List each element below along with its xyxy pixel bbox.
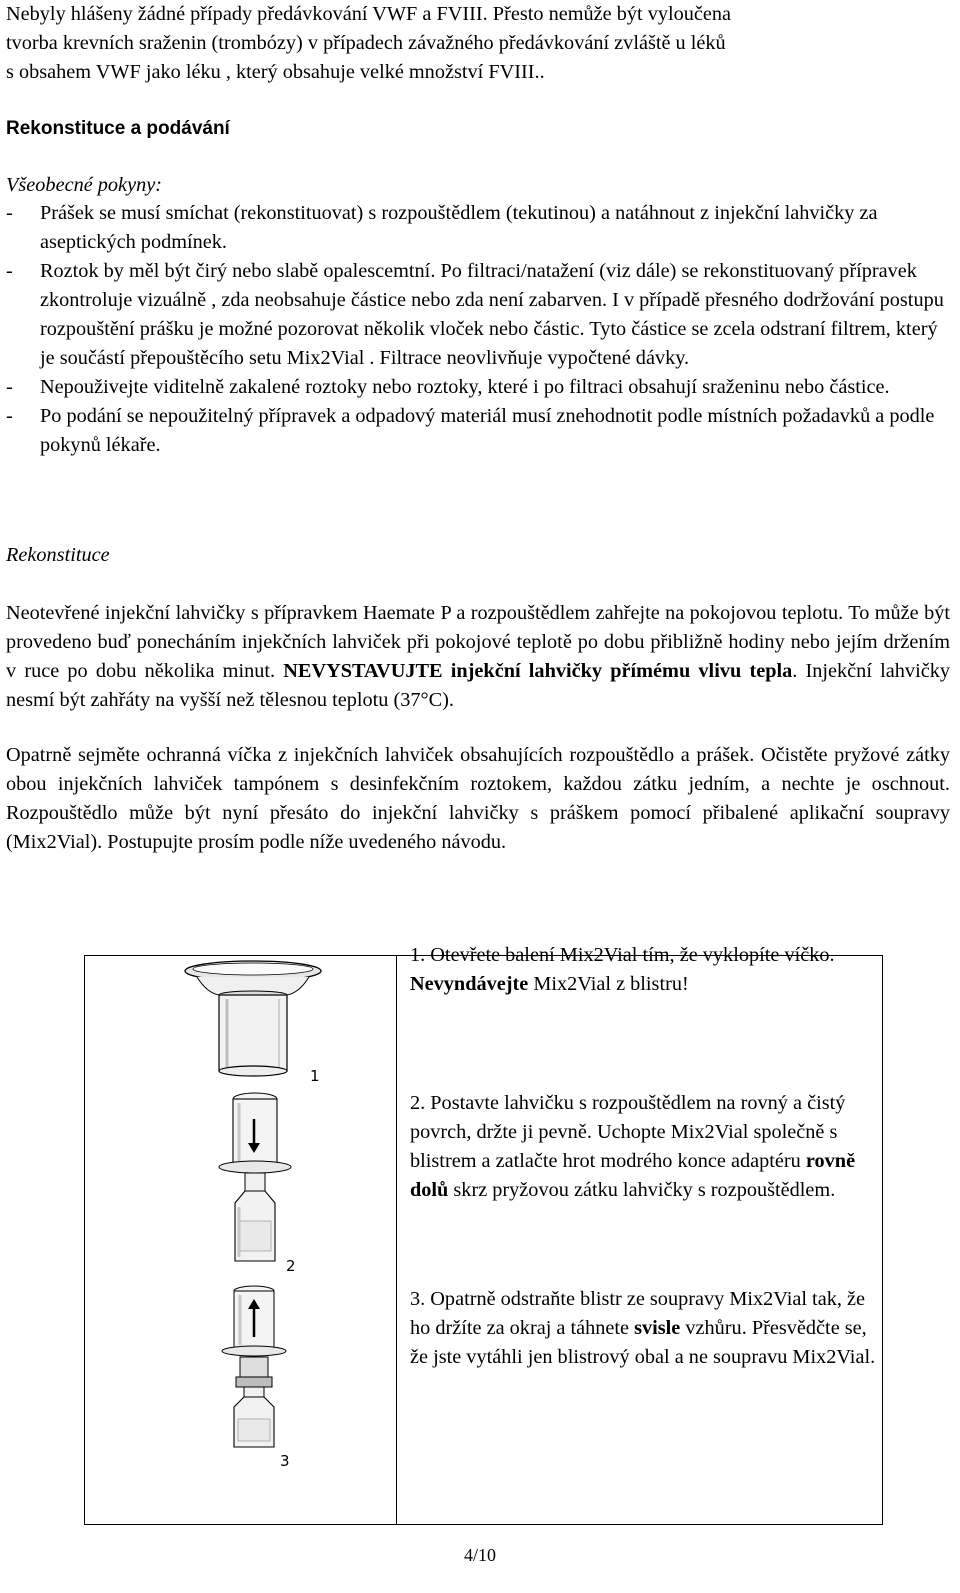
step-3-text [410, 1285, 880, 1372]
mix2vial-package-illustration [179, 957, 329, 1082]
list-item [6, 402, 950, 460]
intro-line: s obsahem VWF jako léku , který obsahuje velké množství FVIII.. [6, 61, 545, 83]
step-text: 1. Otevřete balení Mix2Vial tím, že vyklopíte víčko. [410, 944, 835, 966]
list-item [6, 257, 950, 373]
list-item [6, 373, 950, 402]
bullet-text: Po podání se nepoužitelný přípravek a odpadový materiál musí znehodnotit podle místních požadavků a podle pokynů lékaře. [40, 405, 935, 456]
instruction-steps-table [84, 944, 883, 1525]
warning-text: NEVYSTAVUJTE injekční lahvičky přímému vlivu tepla [283, 660, 793, 682]
illustration-number: 3 [280, 1452, 290, 1470]
paragraph-text: . Injekční lahvičky nesmí být zahřáty na vyšší než tělesnou teplotu (37°C). [6, 660, 950, 711]
rekonstituce-paragraph-2: Opatrně sejměte ochranná víčka z injekčních lahviček obsahujících rozpouštědlo a prášek. Očistěte pryžové zátky obou injekčních lahviček tampónem s desinfekčním roztokem, každou zátku jedním, a nechte je oschnout. Rozpouštědlo může být nyní přesáto do injekční lahvičky s práškem pomocí přibalené aplikační soupravy (Mix2Vial). Postupujte prosím podle níže uvedeného návodu. [6, 744, 950, 853]
step-text: 3. Opatrně odstraňte blistr ze soupravy Mix2Vial tak, že ho držíte za okraj a táhnete [410, 1288, 865, 1339]
section-heading: Rekonstituce a podávání [6, 118, 230, 139]
bullet-dash: - [6, 405, 13, 427]
step-text: 2. Postavte lahvičku s rozpouštědlem na rovný a čistý povrch, držte ji pevně. Uchopte Mix2Vial společně s blistrem a zatlačte hrot modrého konce adaptéru [410, 1092, 846, 1172]
bullet-text: Prášek se musí smíchat (rekonstituovat) s rozpouštědlem (tekutinou) a natáhnout z injekční lahvičky za aseptických podmínek. [40, 202, 878, 253]
intro-line: Nebyly hlášeny žádné případy předávkování VWF a FVIII. Přesto nemůže být vyloučena [6, 3, 732, 25]
bullet-text: Nepouživejte viditelně zakalené roztoky nebo roztoky, které i po filtraci obsahují sraženinu nebo částice. [40, 376, 890, 398]
paragraph-text: Neotevřené injekční lahvičky s přípravkem Haemate P a rozpouštědlem zahřejte na pokojovou teplotu. To může být provedeno buď ponecháním injekčních lahviček při pokojové teplotě po dobu přibližně hodiny nebo jejím držením v ruce po dobu několika minut. [6, 602, 950, 682]
general-heading: Všeobecné pokyny: [6, 174, 162, 196]
illustration-number: 1 [310, 1067, 320, 1085]
rekonstituce-heading: Rekonstituce [6, 544, 110, 566]
bullet-text: Roztok by měl být čirý nebo slabě opalescemtní. Po filtraci/natažení (viz dále) se rekonstituovaný přípravek zkontroluje vizuálně , zda neobsahuje částice nebo zda není zabarven. I v případě přesného dodržování postupu rozpouštění prášku je možné pozorovat několik vloček nebo částic. Tyto částice se zcela odstraní filtrem, který je součástí přepouštěcího setu Mix2Vial . Filtrace neovlivňuje vypočtené dávky. [40, 260, 944, 369]
table-divider [396, 955, 397, 1525]
intro-line: tvorba krevních sraženin (trombózy) v případech závažného předávkování zvláště u léků [6, 32, 726, 54]
step-1-text [410, 941, 880, 999]
step-2-text [410, 1089, 880, 1205]
general-bullet-list [6, 199, 950, 460]
mix2vial-insert-illustration [205, 1089, 305, 1271]
step-emphasis: svisle [634, 1317, 681, 1339]
illustration-number: 2 [286, 1257, 296, 1275]
bullet-dash: - [6, 260, 13, 282]
intro-paragraph [6, 0, 950, 87]
bullet-dash: - [6, 202, 13, 224]
step-emphasis: Nevyndávejte [410, 973, 529, 995]
page-number: 4/10 [463, 1545, 496, 1565]
step-text: skrz pryžovou zátku lahvičky s rozpouštědlem. [448, 1179, 836, 1201]
step-text: Mix2Vial z blistru! [528, 973, 689, 995]
rekonstituce-paragraph-1 [6, 599, 950, 715]
list-item [6, 199, 950, 257]
step-emphasis: rovně dolů [410, 1150, 856, 1201]
step-text: vzhůru. Přesvědčte se, že jste vytáhli jen blistrový obal a ne soupravu Mix2Vial. [410, 1317, 876, 1368]
mix2vial-remove-blister-illustration [204, 1283, 304, 1453]
bullet-dash: - [6, 376, 13, 398]
